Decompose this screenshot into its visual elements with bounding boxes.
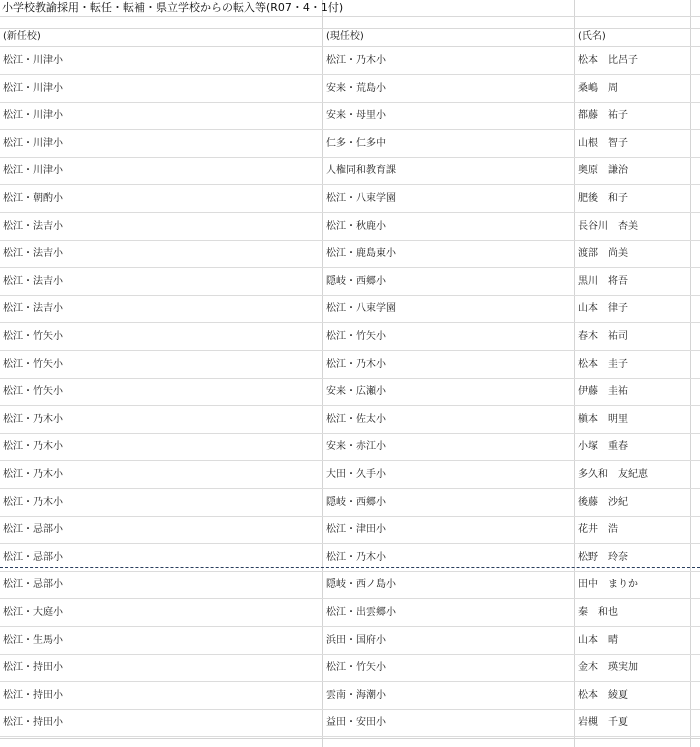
cell-current-school: 益田・安田小: [326, 717, 386, 729]
cell-name: 長谷川 杏美: [578, 220, 638, 232]
cell-name: 春木 祐司: [578, 331, 628, 342]
table-row: [0, 75, 700, 103]
cell-new-school: 松江・乃木小: [3, 496, 63, 508]
cell-current-school: 隠岐・西郷小: [326, 275, 386, 287]
cell-new-school: 松江・川津小: [3, 165, 63, 177]
cell-name: 槇本 明里: [578, 413, 628, 425]
cell-new-school: 松江・忌部小: [3, 551, 63, 563]
cell-current-school: 松江・乃木小: [326, 55, 386, 66]
table-row: [0, 516, 700, 544]
cell-new-school: 松江・竹矢小: [3, 358, 63, 370]
page-break-line: [0, 567, 700, 568]
table-row: [0, 213, 700, 241]
cell-name: 松本 圭子: [578, 358, 628, 370]
cell-new-school: 松江・持田小: [3, 662, 63, 674]
cell-current-school: 松江・佐太小: [326, 413, 386, 425]
cell-current-school: 松江・出雲郷小: [326, 607, 396, 618]
cell-new-school: 松江・法吉小: [3, 303, 63, 315]
cell-current-school: 松江・八束学園: [326, 303, 396, 315]
cell-new-school: 松江・川津小: [3, 110, 63, 122]
table-row: [0, 240, 700, 268]
cell-new-school: 松江・忌部小: [3, 579, 63, 591]
cell-new-school: 松江・法吉小: [3, 220, 63, 232]
table-row: [0, 461, 700, 489]
header-row: [0, 28, 700, 47]
table-row: [0, 627, 700, 655]
cell-current-school: 安来・母里小: [326, 110, 386, 122]
cell-name: 金木 瑛実加: [578, 662, 638, 674]
cell-current-school: 松江・鹿島東小: [326, 248, 396, 260]
cell-current-school: 松江・秋鹿小: [326, 220, 386, 232]
cell-name: 山根 智子: [578, 137, 628, 149]
cell-new-school: 松江・法吉小: [3, 275, 63, 287]
cell-new-school: 松江・大庭小: [3, 607, 63, 618]
cell-name: 山本 律子: [578, 303, 628, 315]
table-row: [0, 433, 700, 461]
table-row: [0, 599, 700, 627]
cell-current-school: 松江・津田小: [326, 524, 386, 536]
table-row: [0, 378, 700, 406]
cell-current-school: 大田・久手小: [326, 469, 386, 480]
cell-new-school: 松江・川津小: [3, 82, 63, 94]
cell-new-school: 松江・持田小: [3, 689, 63, 701]
cell-name: 松野 玲奈: [578, 551, 628, 563]
cell-name: 山本 晴: [578, 634, 618, 646]
cell-name: 黒川 将吾: [578, 275, 628, 287]
cell-name: 奥原 謙治: [578, 165, 628, 177]
cell-name: 小塚 重春: [578, 441, 628, 453]
cell-new-school: 松江・生馬小: [3, 634, 63, 646]
header-name: (氏名): [578, 31, 606, 42]
cell-name: 桑嶋 周: [578, 82, 618, 94]
cell-current-school: 仁多・仁多中: [326, 137, 386, 149]
table-row: [0, 323, 700, 351]
cell-current-school: 隠岐・西ノ島小: [326, 579, 396, 591]
cell-name: 多久和 友紀恵: [578, 469, 648, 480]
cell-name: 肥後 和子: [578, 193, 628, 204]
table-row: [0, 682, 700, 710]
cell-current-school: 安来・赤江小: [326, 441, 386, 453]
table-row: [0, 130, 700, 158]
cell-name: 花井 浩: [578, 524, 618, 536]
cell-name: 田中 まりか: [578, 579, 638, 591]
cell-current-school: 松江・竹矢小: [326, 331, 386, 342]
table-row: [0, 351, 700, 379]
title-row: [0, 0, 700, 17]
table-row: [0, 654, 700, 682]
cell-name: 都藤 祐子: [578, 110, 628, 122]
cell-new-school: 松江・乃木小: [3, 413, 63, 425]
cell-new-school: 松江・持田小: [3, 717, 63, 729]
cell-current-school: 松江・八束学園: [326, 193, 396, 204]
cell-current-school: 安来・広瀬小: [326, 386, 386, 398]
cell-current-school: 松江・竹矢小: [326, 662, 386, 674]
table-row: [0, 709, 700, 737]
table-row: [0, 406, 700, 434]
header-current-school: (現任校): [326, 31, 364, 42]
cell-name: 岩槻 千夏: [578, 717, 628, 729]
cell-name: 松本 比呂子: [578, 55, 638, 66]
cell-new-school: 松江・川津小: [3, 137, 63, 149]
cell-current-school: 松江・乃木小: [326, 358, 386, 370]
table-row: [0, 571, 700, 599]
table-row: [0, 295, 700, 323]
cell-name: 後藤 沙紀: [578, 496, 628, 508]
cell-name: 伊藤 圭祐: [578, 386, 628, 398]
header-new-school: (新任校): [3, 31, 41, 42]
cell-new-school: 松江・法吉小: [3, 248, 63, 260]
cell-new-school: 松江・忌部小: [3, 524, 63, 536]
cell-new-school: 松江・乃木小: [3, 441, 63, 453]
table-row: [0, 268, 700, 296]
bottom-gridline: [0, 738, 700, 739]
table-row: [0, 157, 700, 185]
cell-new-school: 松江・竹矢小: [3, 331, 63, 342]
table-row: [0, 47, 700, 75]
cell-current-school: 浜田・国府小: [326, 634, 386, 646]
cell-current-school: 人権同和教育課: [326, 165, 396, 177]
cell-current-school: 雲南・海潮小: [326, 689, 386, 701]
cell-current-school: 安来・荒島小: [326, 82, 386, 94]
cell-current-school: 松江・乃木小: [326, 551, 386, 563]
cell-name: 渡部 尚美: [578, 248, 628, 260]
table-row: [0, 102, 700, 130]
cell-current-school: 隠岐・西郷小: [326, 496, 386, 508]
cell-new-school: 松江・川津小: [3, 55, 63, 66]
cell-new-school: 松江・乃木小: [3, 469, 63, 480]
sheet-title: 小学校教諭採用・転任・転補・県立学校からの転入等(R07・4・1付): [2, 1, 344, 14]
cell-name: 秦 和也: [578, 607, 618, 618]
table-row: [0, 489, 700, 517]
cell-new-school: 松江・朝酌小: [3, 193, 63, 204]
table-row: [0, 185, 700, 213]
cell-name: 松本 綾夏: [578, 689, 628, 701]
cell-new-school: 松江・竹矢小: [3, 386, 63, 398]
